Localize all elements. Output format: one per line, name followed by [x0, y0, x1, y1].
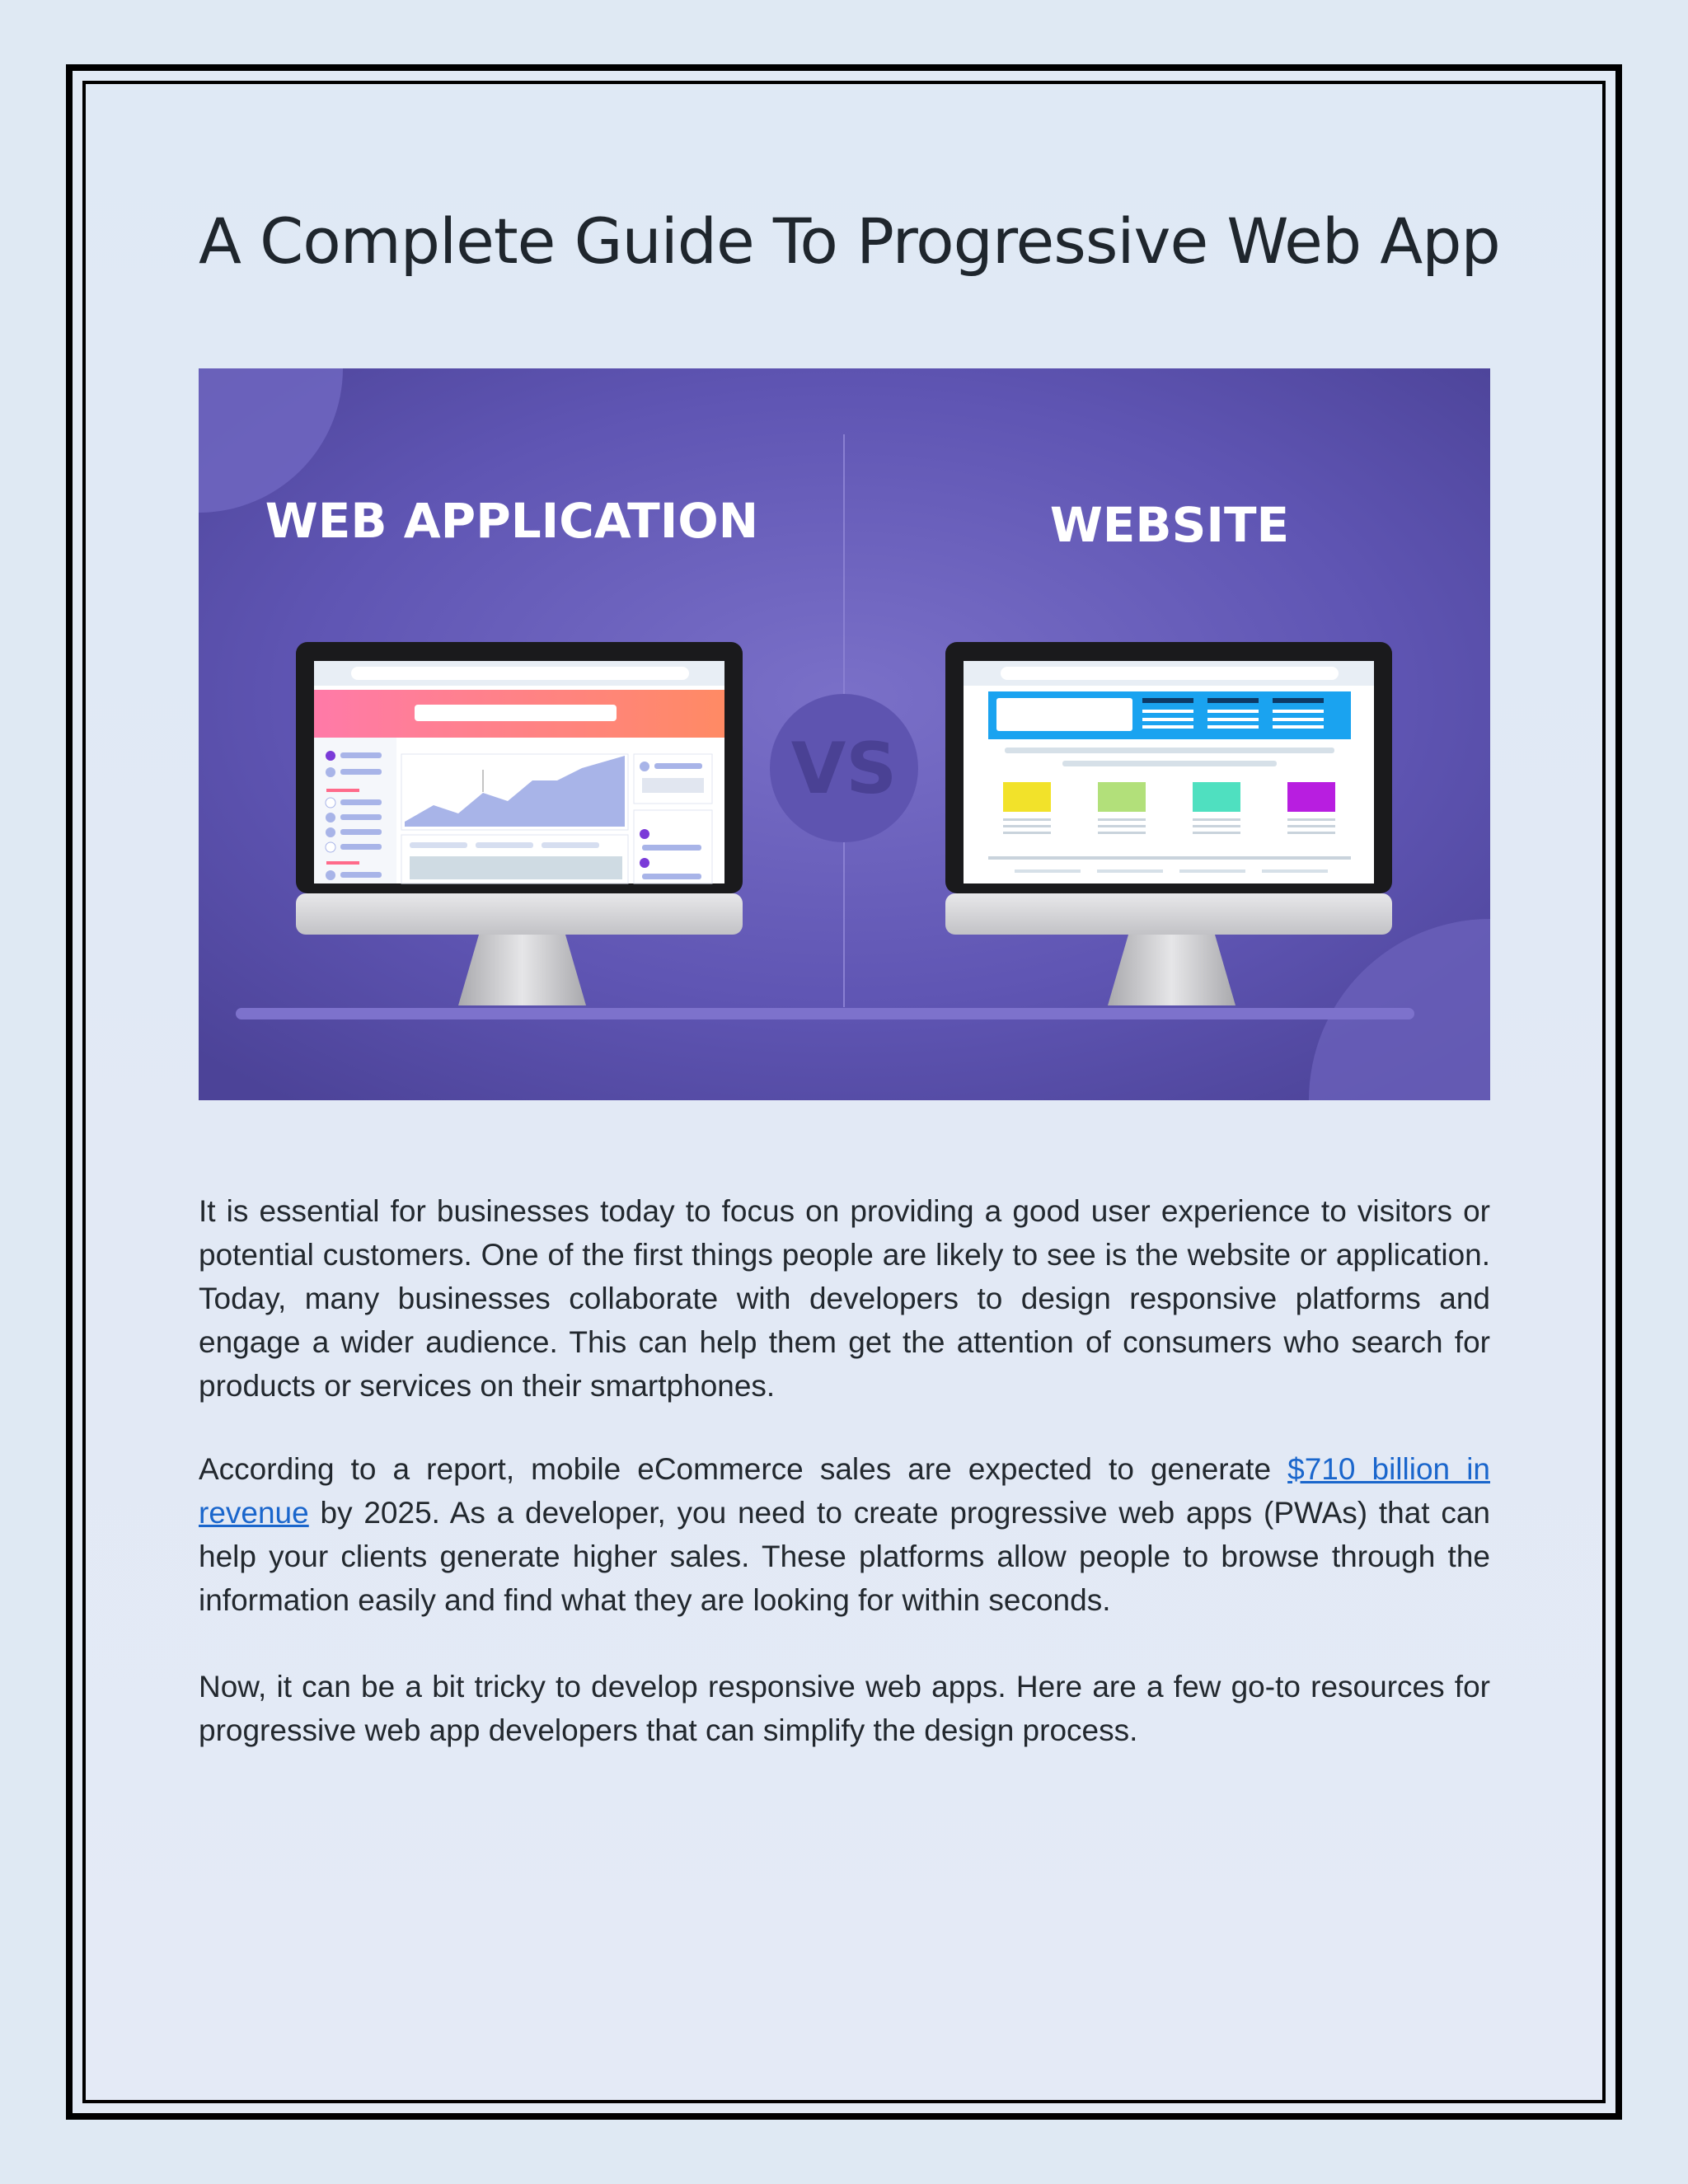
website-label: WEBSITE — [1049, 497, 1290, 553]
stats-text-after: by 2025. As a developer, you need to create progressive web apps (PWAs) that can help your clients generate higher sales. These platforms allow people to browse through the information easily and find what they are looking for within seconds. — [199, 1496, 1490, 1617]
stats-text-before: According to a report, mobile eCommerce sales are expected to generate — [199, 1452, 1288, 1486]
shelf — [236, 1008, 1414, 1019]
web-application-label: WEB APPLICATION — [265, 493, 759, 549]
revenue-link[interactable]: $710 billion in revenue — [199, 1452, 1490, 1530]
page-title: A Complete Guide To Progressive Web App — [199, 204, 1500, 278]
vs-text: VS — [790, 728, 898, 810]
hero-image — [199, 368, 1490, 1100]
resources-paragraph: Now, it can be a bit tricky to develop responsive web apps. Here are a few go-to resources for progressive web app developers that can simplify the design process. — [199, 1670, 1490, 1747]
intro-paragraph: It is essential for businesses today to focus on providing a good user experience to visitors or potential customers. One of the first things people are likely to see is the website or application. Today, many businesses collaborate with developers to design responsive platforms and engage a wider audience. This can help them get the attention of consumers who search for products or services on their smartphones. — [199, 1194, 1490, 1403]
stats-paragraph — [199, 1447, 1490, 1622]
